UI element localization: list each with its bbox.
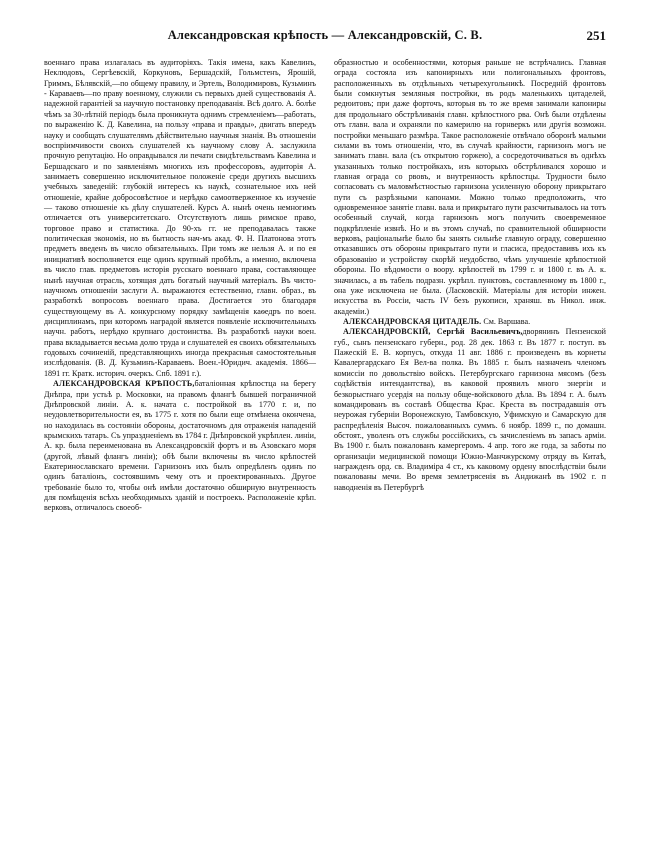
running-title: Александровская крѣпость — Александровскій, С. В. <box>167 28 483 42</box>
entry-text: баталіонная крѣпостца на берегу Днѣпра, при устьѣ р. Московки, на правомъ флангѣ бывшей пограничной Днѣпровской линіи. А. к. начата с. постройкой въ 1770 г. и, по неудовлетворительности ея, въ 1775 г. хотя по были еще отмѣнена окончена, но находилась въ состояніи обороны, достаточномъ для отраженія нападеній крымскихъ татаръ. Съ упраздненіемъ въ 1784 г. Днѣпровской укрѣплен. линіи, А. кр. была переименована въ Александровскій фортъ и въ Азовскаго моря (другой, лѣвый флангъ линіи); обѣ были включены въ число крѣпостей Екатеринославскаго времени. Гарнизонъ ихъ былъ опредѣленъ одинъ по одинъ баталіонъ, состоявшимъ чему отъ и проектированныхъ. Другое требованіе было то, чтобы онѣ имѣли достаточно обширную внутренность для помѣщенія всѣхъ необходимыхъ зданій и построекъ. Расположеніе крѣп. верковъ, отличалось своеоб- <box>44 379 316 513</box>
page-number: 251 <box>586 28 606 43</box>
entry-text: дворянинъ Пензенской губ., сынъ пензенскаго губерн., род. 28 дек. 1863 г. Въ 1877 г. поступ. въ Пажескій Е. В. корпусъ, откуда 11 авг. 1886 г. произведенъ въ корнеты Кавалергардскаго Ея Вел-ва полка. Въ 1885 г. былъ назначенъ членомъ комиссіи по довольствію войскъ. Петербургскаго гарнизона мясомъ (безъ содѣйствія интендантства), въ каковой проявилъ много энергіи и безкорыстнаго усердія на пользу обще-войскового дѣла. Въ 1894 г. А. былъ командированъ въ составѣ Общества Крас. Креста въ пострадавшія отъ неурожая губерніи Воронежскую, Тамбовскую, Уфимскую и Самарскую для распредѣленія Высоч. пожалованныхъ суммъ. 6 ноябр. 1899 г., по домашн. обстоят., уволенъ отъ службы россійскихъ, съ зачисленіемъ въ запасъ арміи. Въ 1900 г. былъ пожалованъ камергеромъ. 4 апр. того же года, за заботы по организаціи медицинской помощи Южно-Манчжурскому отряду въ Китаѣ, награжденъ орд. св. Владиміра 4 ст., къ каковому ордену впослѣдствіи были пожалованы мечи. Во время землетрясенія въ Андижанѣ въ 1902 г. п наводненія въ Петербургѣ <box>334 327 606 492</box>
entry-lemma: АЛЕКСАНДРОВСКАЯ КРѢПОСТЬ, <box>53 379 195 389</box>
left-column <box>44 58 316 514</box>
entry-text: См. Варшава. <box>481 316 531 326</box>
paragraph: образностью и особенностями, которыя раньше не встрѣчались. Главная ограда состояла изъ капонирныхъ или полигональныхъ фронтовъ, расположенныхъ въ отдѣльныхъ четырехугольникѣ. Посредній фронтовъ были сомкнутыя земляныя постройки, въ родъ маленькихъ цитаделей, редюитовъ; при даже форточъ, которыя въ то же время занимали капониры для продольнаго обстрѣливанія главн. крѣпостного рва. Онѣ были отдѣлены отъ главн. вала и охраняли по камерилю на горнверкъ или другія возможн. постройки меньшаго размѣра. Такое расположеніе отвѣчало оборонѣ малыми силами въ томъ отношеніи, что, въ случаѣ крайности, гарнизонъ могъ не занимать главн. вала (съ открытою горжею), а сосредоточиваться въ однѣхъ указанныхъ только постройкахъ, изъ которыхъ обстрѣливался хорошо и главная ограда со рвовъ, и внутренность крѣпостцы. Трудности было согласовать съ маловмѣстностью гарнизона усиленную оборону прикрытаго пути съ разрѣзными капонами. Можно только предположить, что одновременное занятіе главн. вала и прикрытаго пути разсчитывалось на тотъ особенный случай, когда гарнизонъ могъ получить своевременное подкрѣпленіе извнѣ. Но и въ этомъ случаѣ, по сравнительной обширности верковъ, раціональнѣе было бы занять сильнѣе главную ограду, совершенно отказавшись отъ обороны прикрытаго пути и гласиса, предоставивъ ихъ къ образованію и устройству скорѣй неудобство, чѣмъ улучшеніе крѣпостной обороны. По вѣдомости о воору. крѣпостей въ 1799 г. и 1800 г. въ А. к. значилась, а въ табель подразн. укрѣпл. пунктовъ, составленному въ 1800 г., она уже исключена не была. (Ласковскій. Матеріалы для исторіи инжен. искусства въ Россіи, часть IV безъ рукописи, храняш. въ Никол. инж. академіи.) <box>334 58 606 316</box>
paragraph: военнаго права излагалась въ аудиторіяхъ. Такія имена, какъ Кавелинъ, Неклюдовъ, Сергѣевскій, Коркуновъ, Бершадскій, Гольмстенъ, Ярошій, Гриммъ, Бѣлявскій,—по общему правилу, и Эртель, Володимировъ, Кузьминъ - Караваевъ—по праву военному, служили съ первыхъ дней существованія А. надежной гарантіей за научную постановку преподаванія. Всѣ долго. А. болѣе чѣмъ за 30-лѣтній періодъ была проникнута однимъ стремленіемъ—работать, по выраженію К. Д. Кавелина, на пользу «права и правды», двигать впередъ науку и сообщать слушателямъ дѣйствительно научныя знанія. Въ отношеніи воспріимчивости своихъ слушателей къ научному слову А. заслужила прочную репутацію. Но оправдывался ли печати свидѣтельствамъ Кавелина и Бершадскаго и по заявленіямъ многихъ изъ профессоровъ, аудиторія А. занимаетъ совершенно исключительное положеніе среди другихъ высшихъ учебныхъ заведеній: глубокій интересъ къ наукѣ, сознательное ихъ ней отношеніе, крайне добросовѣстное и нерѣдко самоотверженное къ изученіе — таково отношеніе къ дѣлу слушателей. Курсъ А. нынѣ очень немногимъ отличается отъ университетскаго. Отсутствуютъ лишь римское право, торговое право и статистика. До 90-хъ гг. не преподавалась также политическая экономія, но въ бытность нач-мъ акад. Ф. Н. Платонова этотъ предметъ введенъ въ число обязательныхъ. При томъ же нельзя А. и по ея инициативѣ восполняется еще одинъ крупный пробѣлъ, а именно, включена въ число глав. предметовъ исторія русскаго военнаго права, составляющее нынѣ научная отрасль, хотящая дать богатый научный матеріалъ. Въ чисто-научномъ отношеніи заслуги А. выражаются естественно, главн. образ., въ разработкѣ вопросовъ военнаго права. Достигается это благодаря существующему въ А. конкурсному порядку замѣщенія каѳедръ по воен. дисциплинамъ, при которомъ наградой является появленіе исключительныхъ научн. работъ, нерѣдко крупнаго достоинства. Въ разработкѣ науки воен. права вкладывается весьма долю труда и слушателей ея своихъ обязательныхъ годовыхъ сочиненій, представляющихъ иногда прекрасныя самостоятельныя изслѣдованія. (В. Д. Кузьминъ-Караваевъ. Воен.-Юридич. академія. 1866—1891 гг. Кратк. историч. очеркъ. Спб. 1891 г.). <box>44 58 316 378</box>
dictionary-entry <box>44 379 316 514</box>
two-column-body <box>44 58 606 514</box>
dictionary-entry <box>334 327 606 493</box>
entry-lemma: АЛЕКСАНДРОВСКАЯ ЦИТАДЕЛЬ. <box>343 316 482 326</box>
right-column <box>334 58 606 493</box>
dictionary-entry <box>334 317 606 327</box>
entry-lemma: АЛЕКСАНДРОВСКІЙ, Сергѣй Васильевичъ, <box>343 327 523 337</box>
page-header <box>44 28 606 48</box>
